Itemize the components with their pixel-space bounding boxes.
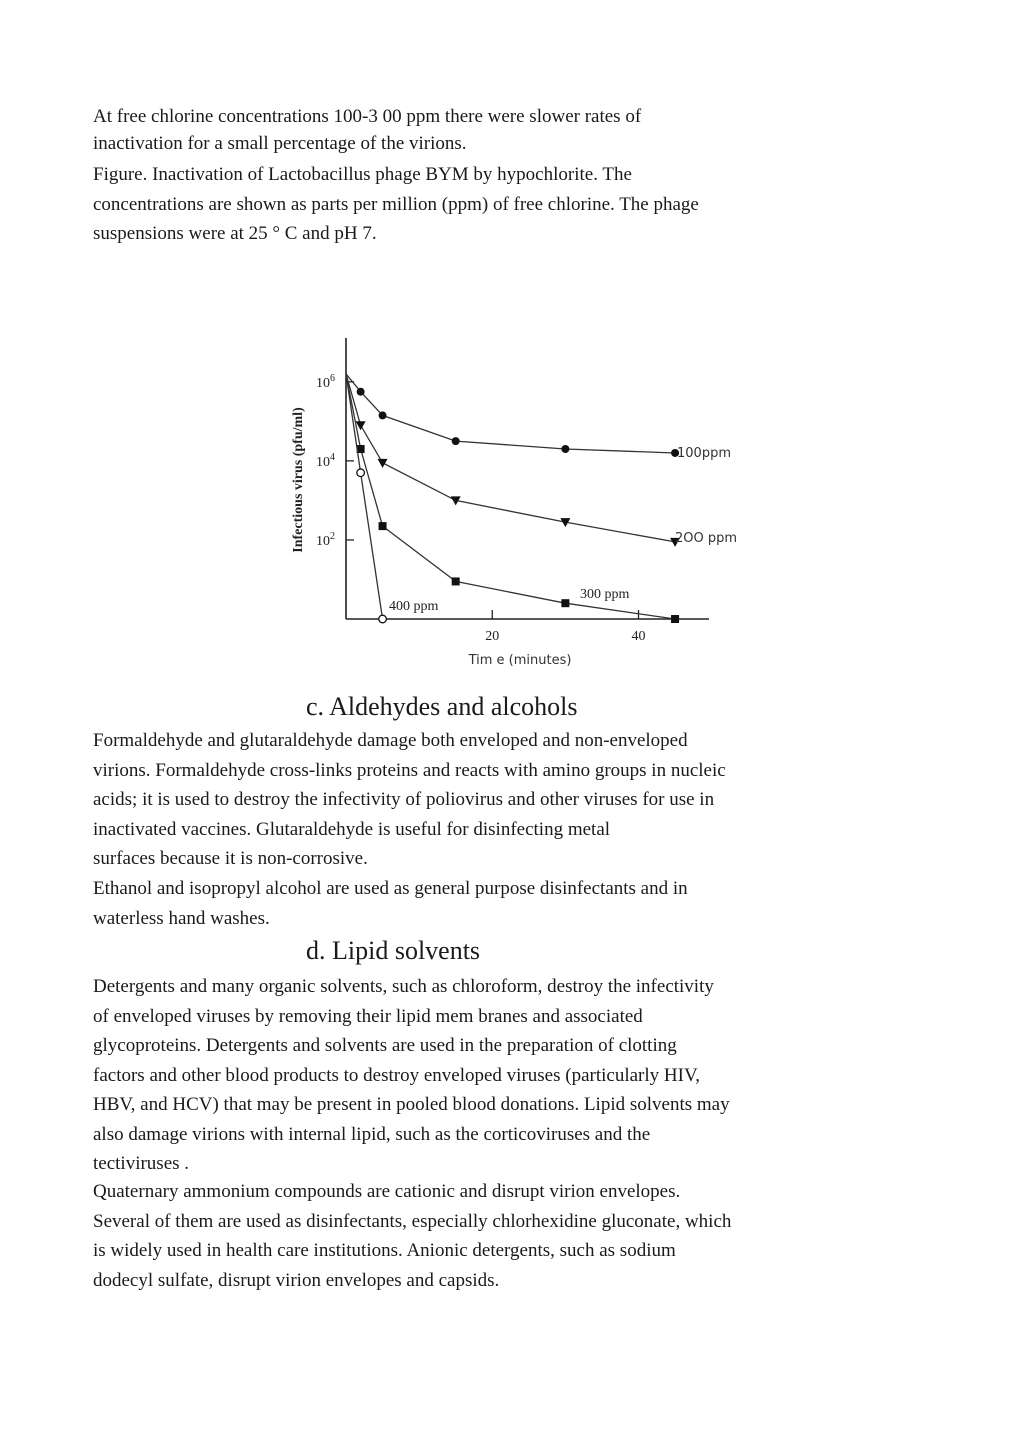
text-line: At free chlorine concentrations 100-3 00 ppm there were slower rates of	[93, 106, 642, 127]
data-point-open-circle	[379, 615, 387, 623]
text-line: surfaces because it is non-corrosive.	[93, 848, 368, 869]
y-tick-label: $10^2$	[316, 530, 335, 549]
data-point-open-circle	[357, 469, 365, 477]
section-c-paragraph-1	[93, 726, 726, 874]
text-line: suspensions were at 25 ° C and pH 7.	[93, 223, 377, 244]
y-axis-label: Infectious virus (pfu/ml)	[291, 407, 306, 553]
text-line: Quaternary ammonium compounds are cationic and disrupt virion envelopes.	[93, 1181, 681, 1202]
text-line: inactivation for a small percentage of the virions.	[93, 132, 467, 154]
y-tick-label: $10^6$	[316, 372, 335, 391]
series-label: 100ppm	[677, 446, 731, 461]
data-point-circle	[379, 411, 387, 419]
series-line-300-ppm	[346, 374, 675, 619]
x-tick-label: 20	[485, 629, 500, 644]
text-line: glycoproteins. Detergents and solvents are used in the preparation of clotting	[93, 1035, 677, 1056]
text-line: dodecyl sulfate, disrupt virion envelopes and capsids.	[93, 1269, 500, 1291]
data-point-triangle	[378, 459, 388, 468]
text-line: is widely used in health care institutions. Anionic detergents, such as sodium	[93, 1240, 676, 1261]
series-line-400-ppm	[346, 374, 383, 619]
section-c-paragraph-2	[93, 874, 688, 933]
data-point-square	[561, 599, 569, 607]
text-line: Ethanol and isopropyl alcohol are used as general purpose disinfectants and in	[93, 878, 688, 899]
text-line: acids; it is used to destroy the infectivity of poliovirus and other viruses for use in	[93, 789, 715, 810]
intro-paragraph	[93, 102, 641, 158]
text-line: inactivated vaccines. Glutaraldehyde is useful for disinfecting metal	[93, 818, 611, 840]
data-point-circle	[561, 445, 569, 453]
text-line: tectiviruses .	[93, 1153, 190, 1174]
series-label: 300 ppm	[580, 587, 630, 602]
data-point-circle	[452, 437, 460, 445]
data-point-circle	[357, 388, 365, 396]
x-axis-label: Tim e (minutes)	[468, 653, 572, 668]
series-label: 2OO ppm	[675, 531, 738, 546]
text-line: Figure. Inactivation of Lactobacillus phage BYM by hypochlorite. The	[93, 164, 632, 185]
text-line: waterless hand washes.	[93, 907, 270, 929]
text-line: Formaldehyde and glutaraldehyde damage both enveloped and non-enveloped	[93, 730, 688, 751]
x-tick-label: 40	[631, 629, 646, 644]
text-line: factors and other blood products to destroy enveloped viruses (particularly HIV,	[93, 1064, 700, 1086]
data-point-square	[671, 615, 679, 623]
figure-caption	[93, 160, 699, 249]
series-line-2oo-ppm	[346, 374, 675, 542]
text-line: also damage virions with internal lipid, such as the corticoviruses and the	[93, 1123, 651, 1145]
series-line-100ppm	[346, 374, 675, 453]
text-line: virions. Formaldehyde cross-links proteins and reacts with amino groups in nucleic	[93, 759, 726, 781]
section-d-paragraph-1	[93, 972, 730, 1179]
data-point-square	[452, 577, 460, 585]
text-line: Several of them are used as disinfectants, especially chlorhexidine gluconate, which	[93, 1210, 732, 1232]
series-label: 400 ppm	[389, 599, 439, 614]
text-line: Detergents and many organic solvents, such as chloroform, destroy the infectivity	[93, 976, 714, 997]
data-point-square	[379, 522, 387, 530]
inactivation-chart	[270, 330, 750, 675]
section-d-paragraph-2	[93, 1177, 731, 1295]
section-d-heading: d. Lipid solvents	[306, 936, 481, 965]
text-line: HBV, and HCV) that may be present in pooled blood donations. Lipid solvents may	[93, 1094, 730, 1115]
section-c-heading: c. Aldehydes and alcohols	[306, 692, 578, 721]
y-tick-label: $10^4$	[316, 451, 335, 470]
text-line: of enveloped viruses by removing their lipid mem branes and associated	[93, 1005, 643, 1027]
text-line: concentrations are shown as parts per million (ppm) of free chlorine. The phage	[93, 193, 699, 215]
